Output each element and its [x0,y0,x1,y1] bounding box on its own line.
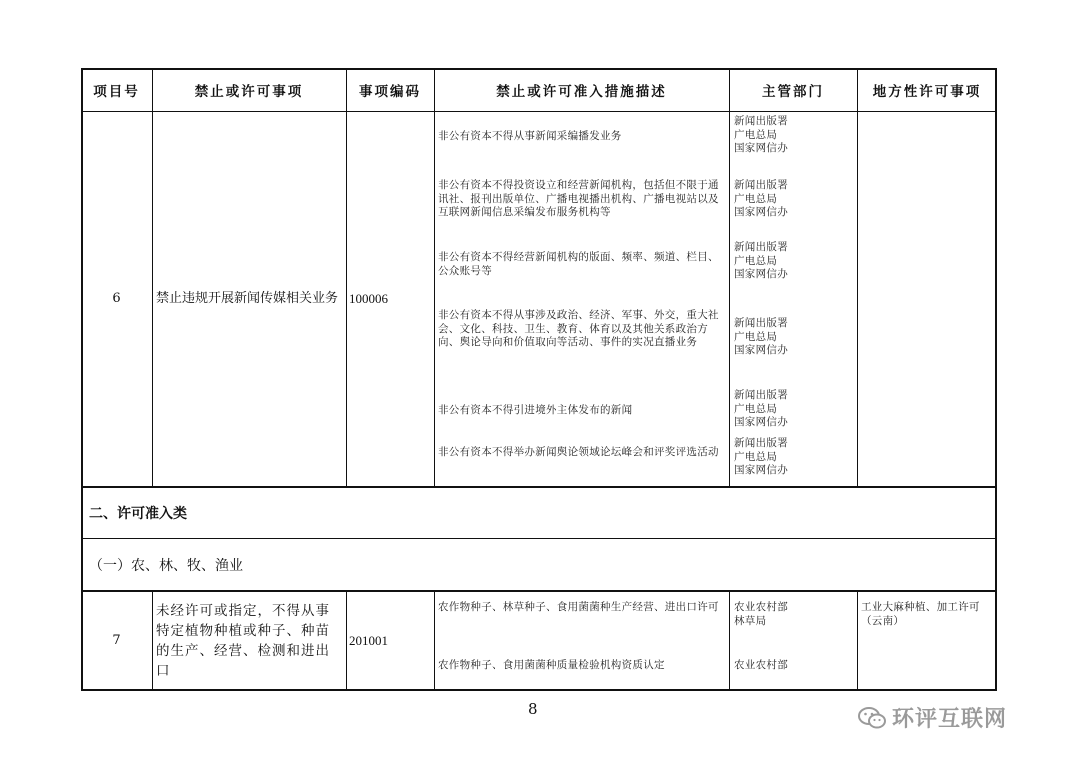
column-divider [857,590,858,691]
column-divider [152,68,153,486]
row6-measure-3: 非公有资本不得经营新闻机构的版面、频率、频道、栏目、公众账号等 [438,251,719,277]
row7-code: 201001 [349,633,388,648]
header-local-permit: 地方性许可事项 [872,83,982,100]
row7-dept-2: 农业农村部 [734,659,788,671]
row6-measure-2: 非公有资本不得投资设立和经营新闻机构，包括但不限于通讯社、报刊出版单位、广播电视播出机构、广播电视站以及互联网新闻信息采编发布服务机构等 [438,179,719,218]
column-divider [346,68,347,486]
row6-dept-6: 新闻出版署 广电总局 国家网信办 [734,437,788,476]
row6-measure-4: 非公有资本不得从事涉及政治、经济、军事、外交，重大社会、文化、科技、卫生、教育、体育以及其他关系政治方向、舆论导向和价值取向等活动、事件的实况直播业务 [438,309,719,348]
header-item: 禁止或许可事项 [194,83,304,100]
row-divider [81,538,997,539]
column-divider [152,590,153,691]
row6-item: 禁止违规开展新闻传媒相关业务 [156,291,339,306]
row6-code: 100006 [349,291,388,306]
row6-measure-6: 非公有资本不得举办新闻舆论领域论坛峰会和评奖评选活动 [438,446,719,458]
column-divider [857,68,858,486]
page-number: 8 [528,700,538,718]
column-divider [434,68,435,486]
row6-dept-4: 新闻出版署 广电总局 国家网信办 [734,317,788,356]
header-measure: 禁止或许可准入措施描述 [496,83,667,100]
watermark-text: 环评互联网 [892,707,1008,732]
section-heading-permit: 二、许可准入类 [89,506,187,522]
column-divider [729,68,730,486]
watermark [858,702,1007,733]
row7-number: 7 [112,633,121,648]
row6-dept-5: 新闻出版署 广电总局 国家网信办 [734,389,788,428]
row6-dept-2: 新闻出版署 广电总局 国家网信办 [734,179,788,218]
column-divider [346,590,347,691]
header-item-number: 项目号 [93,83,140,100]
header-department: 主管部门 [762,83,824,100]
row6-measure-5: 非公有资本不得引进境外主体发布的新闻 [438,404,633,416]
row7-measure-1: 农作物种子、林草种子、食用菌菌种生产经营、进出口许可 [438,601,719,613]
row6-number: 6 [112,291,121,306]
row7-measure-2: 农作物种子、食用菌菌种质量检验机构资质认定 [438,659,665,671]
column-divider [434,590,435,691]
permit-table [81,68,997,691]
header-code: 事项编码 [359,83,421,100]
wechat-icon [858,706,886,730]
row6-dept-1: 新闻出版署 广电总局 国家网信办 [734,115,788,154]
row6-dept-3: 新闻出版署 广电总局 国家网信办 [734,241,788,280]
row7-local: 工业大麻种植、加工许可（云南） [861,601,980,627]
row7-item: 未经许可或指定，不得从事特定植物种植或种子、种苗的生产、经营、检测和进出口 [156,602,330,679]
column-divider [729,590,730,691]
row6-measure-1: 非公有资本不得从事新闻采编播发业务 [438,130,622,142]
row7-dept-1: 农业农村部 林草局 [734,601,788,627]
section-heading-agriculture: （一）农、林、牧、渔业 [89,558,243,574]
